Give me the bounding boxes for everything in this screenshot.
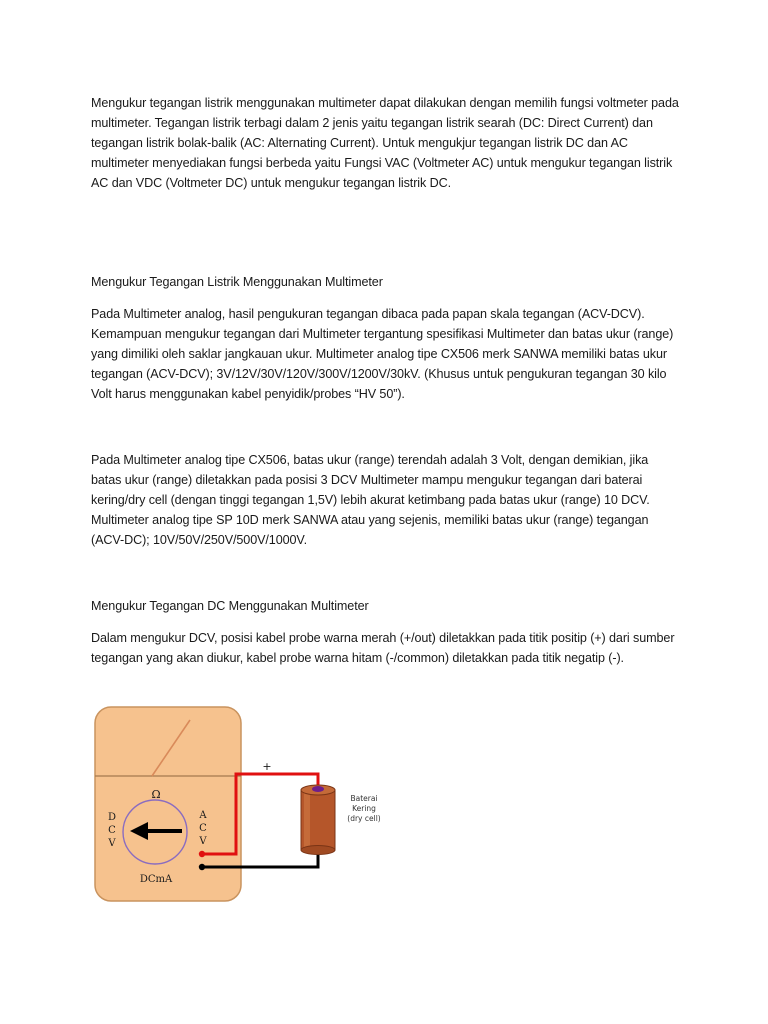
dc-probe-paragraph [91, 628, 681, 668]
battery-label-line: Baterai [350, 794, 378, 803]
intro-text: Mengukur tegangan listrik menggunakan multimeter dapat dilakukan dengan memilih fungsi voltmeter pada multimeter. Tegangan listrik terbagi dalam 2 jenis yaitu tegangan listrik searah (DC: Direct Current) dan tegangan listrik bolak-balik (AC: Alternating Current). Untuk mengukjur tegangan listrik DC dan AC multimeter menyediakan fungsi berbeda yaitu Fungsi VAC (Voltmeter AC) untuk mengukur tegangan listrik AC dan VDC (Voltmeter DC) untuk mengukur tegangan listrik DC. [91, 96, 679, 190]
analog-range-paragraph [91, 304, 681, 404]
dcv-letter: D [107, 812, 117, 823]
intro-paragraph [91, 93, 681, 193]
dc-probe-text: Dalam mengukur DCV, posisi kabel probe warna merah (+/out) diletakkan pada titik positip (+) dari sumber tegangan yang akan diukur, kabel probe warna hitam (-/common) diletakkan pada titik negatip (-). [91, 631, 675, 665]
acv-letter: V [199, 836, 207, 847]
dcv-letter: C [108, 825, 116, 836]
battery-label [347, 794, 380, 823]
battery-label-line: (dry cell) [347, 814, 381, 823]
section-heading-dc [91, 596, 681, 616]
acv-letter: C [199, 823, 207, 834]
red-probe-jack [199, 851, 205, 857]
cx506-paragraph [91, 450, 681, 550]
plus-label: + [262, 760, 272, 773]
heading-text: Mengukur Tegangan DC Menggunakan Multimeter [91, 599, 369, 613]
multimeter-body [95, 707, 241, 901]
battery-label-line: Kering [352, 804, 376, 813]
acv-label [198, 810, 207, 847]
section-heading-voltage [91, 272, 681, 292]
dcv-label [107, 812, 116, 849]
battery-icon [301, 785, 335, 855]
acv-letter: A [199, 810, 207, 821]
multimeter-diagram [94, 706, 414, 910]
heading-text: Mengukur Tegangan Listrik Menggunakan Multimeter [91, 275, 383, 289]
dcv-letter: V [108, 838, 116, 849]
multimeter-diagram-svg [94, 706, 414, 910]
cx506-text: Pada Multimeter analog tipe CX506, batas ukur (range) terendah adalah 3 Volt, dengan demikian, jika batas ukur (range) diletakkan pada posisi 3 DCV Multimeter mampu mengukur tegangan dari baterai kering/dry cell (dengan tinggi tegangan 1,5V) lebih akurat ketimbang pada batas ukur (range) 10 DCV. Multimeter analog tipe SP 10D merk SANWA atau yang sejenis, memiliki batas ukur (range) tegangan (ACV-DC); 10V/50V/250V/500V/1000V. [91, 453, 650, 547]
black-probe-jack [199, 864, 205, 870]
dcma-label: DCmA [139, 874, 173, 885]
ohm-label: Ω [151, 788, 161, 801]
analog-range-text: Pada Multimeter analog, hasil pengukuran tegangan dibaca pada papan skala tegangan (ACV-DCV). Kemampuan mengukur tegangan dari Multimeter tergantung spesifikasi Multimeter dan batas ukur (range) yang dimiliki oleh saklar jangkauan ukur. Multimeter analog tipe CX506 merk SANWA memiliki batas ukur tegangan (ACV-DCV); 3V/12V/30V/120V/300V/1200V/30kV. (Khusus untuk pengukuran tegangan 30 kilo Volt harus menggunakan kabel penyidik/probes “HV 50”). [91, 307, 674, 401]
